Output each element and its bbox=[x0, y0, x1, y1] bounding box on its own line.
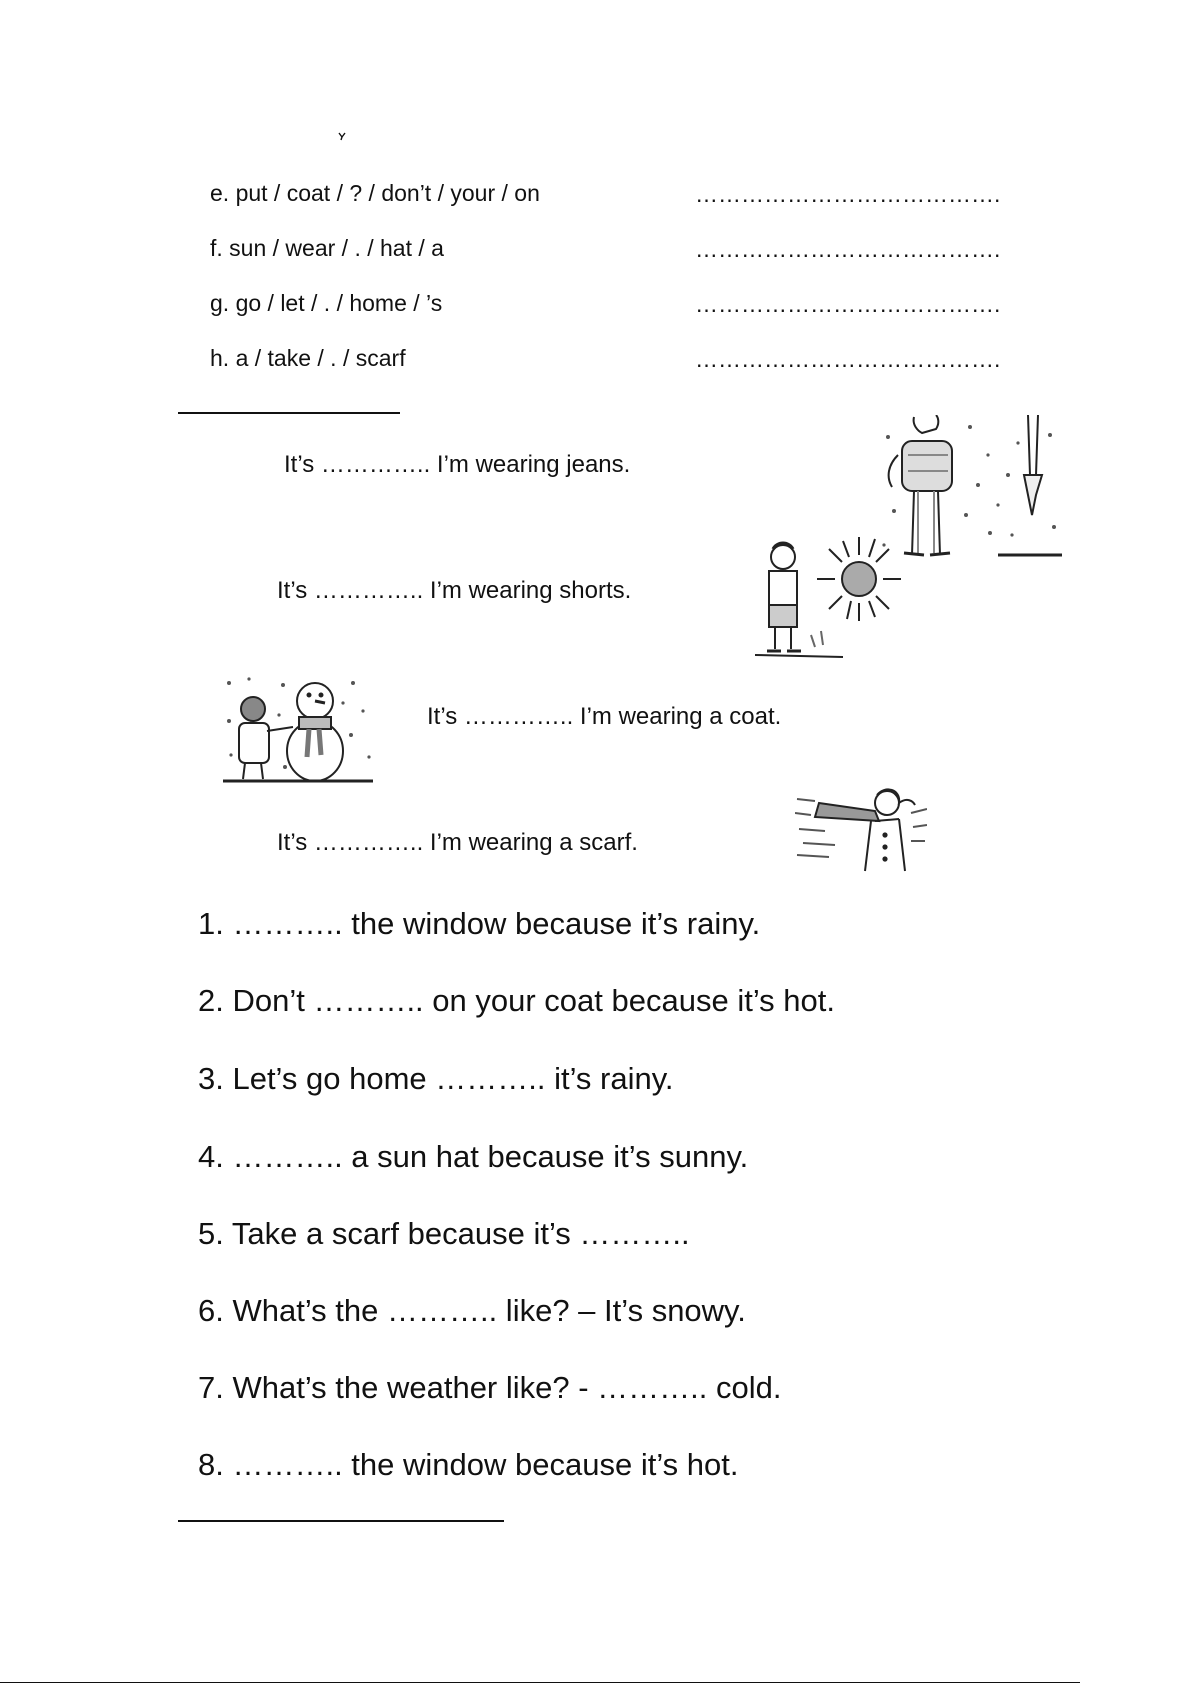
fill-blank-sentence[interactable]: 6. What’s the ……….. like? – It’s snowy. bbox=[198, 1293, 746, 1328]
cut-off-text-fragment bbox=[338, 128, 346, 138]
weather-sentence[interactable]: It’s ………….. I’m wearing a coat. bbox=[427, 703, 782, 730]
weather-sentence[interactable]: It’s ………….. I’m wearing a scarf. bbox=[277, 829, 638, 856]
scramble-prompt: h. a / take / . / scarf bbox=[210, 345, 406, 371]
sunny-boy-picture bbox=[755, 535, 905, 660]
fill-blank-sentence[interactable]: 1. ……….. the window because it’s rainy. bbox=[198, 906, 761, 941]
scramble-answer-line[interactable]: …………………………………. bbox=[695, 236, 1001, 262]
fill-blank-sentence[interactable]: 5. Take a scarf because it’s ……….. bbox=[198, 1216, 690, 1251]
section-divider-1 bbox=[178, 412, 400, 414]
scramble-answer-line[interactable]: …………………………………. bbox=[695, 291, 1001, 317]
fill-blank-sentence[interactable]: 3. Let’s go home ……….. it’s rainy. bbox=[198, 1061, 674, 1096]
scramble-prompt: e. put / coat / ? / don’t / your / on bbox=[210, 180, 540, 206]
windy-girl-picture bbox=[795, 785, 927, 873]
weather-sentence[interactable]: It’s ………….. I’m wearing jeans. bbox=[284, 451, 631, 478]
section-divider-2 bbox=[178, 1520, 504, 1522]
fill-blank-sentence[interactable]: 4. ……….. a sun hat because it’s sunny. bbox=[198, 1139, 749, 1174]
cold-icicle-picture bbox=[878, 415, 1062, 560]
page-bottom-edge bbox=[0, 1682, 1080, 1683]
scramble-answer-line[interactable]: …………………………………. bbox=[695, 346, 1001, 372]
fill-blank-sentence[interactable]: 2. Don’t ……….. on your coat because it’s hot. bbox=[198, 983, 835, 1018]
scramble-prompt: g. go / let / . / home / ’s bbox=[210, 290, 443, 316]
weather-sentence[interactable]: It’s ………….. I’m wearing shorts. bbox=[277, 577, 632, 604]
fill-blank-sentence[interactable]: 7. What’s the weather like? - ……….. cold. bbox=[198, 1370, 782, 1405]
scramble-answer-line[interactable]: …………………………………. bbox=[695, 181, 1001, 207]
scramble-prompt: f. sun / wear / . / hat / a bbox=[210, 235, 444, 261]
fill-blank-sentence[interactable]: 8. ……….. the window because it’s hot. bbox=[198, 1447, 739, 1482]
snowman-picture bbox=[223, 675, 375, 785]
